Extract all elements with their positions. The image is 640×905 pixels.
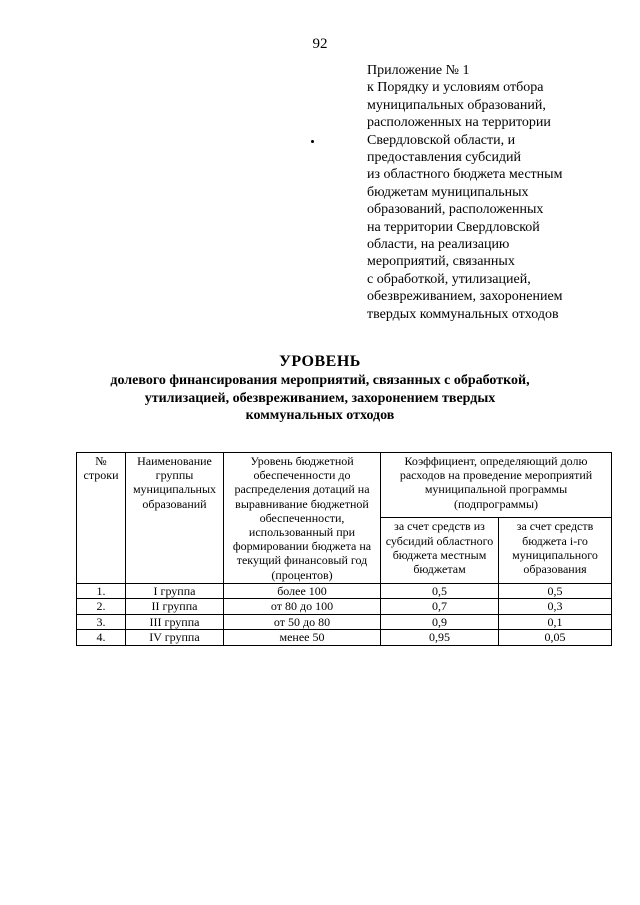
cell-municipal: 0,05 — [499, 630, 612, 646]
header-level: Уровень бюджетной обеспеченности до распределения дотаций на выравнивание бюджетной обеспеченности, использованный при формировании бюджета на текущий финансовый год (процентов) — [224, 453, 381, 584]
appendix-line: Приложение № 1 — [367, 63, 470, 78]
table-row — [77, 630, 612, 646]
cell-regional: 0,9 — [381, 614, 499, 630]
header-coef-regional: за счет средств из субсидий областного бюджета местным бюджетам — [381, 518, 499, 583]
title-main: УРОВЕНЬ — [279, 353, 361, 370]
cell-level: от 80 до 100 — [224, 599, 381, 615]
header-coef-municipal: за счет средств бюджета i-го муниципального образования — [499, 518, 612, 583]
appendix-line: бюджетам муниципальных — [367, 184, 529, 200]
appendix-line: Свердловской области, и — [367, 132, 516, 148]
table-header-row — [77, 453, 612, 518]
cell-number: 4. — [77, 630, 126, 646]
header-group: Наименование группы муниципальных образований — [126, 453, 224, 584]
cell-municipal: 0,5 — [499, 583, 612, 599]
table-row — [77, 614, 612, 630]
appendix-line: образований, расположенных — [367, 202, 544, 218]
table-row — [77, 599, 612, 615]
appendix-line: расположенных на территории — [367, 115, 551, 131]
cell-group: I группа — [126, 583, 224, 599]
appendix-line: мероприятий, связанных — [367, 254, 515, 270]
cell-level: от 50 до 80 — [224, 614, 381, 630]
subtitle-line: долевого финансирования мероприятий, связанных с обработкой, — [110, 373, 530, 388]
cell-group: III группа — [126, 614, 224, 630]
appendix-line: к Порядку и условиям отбора — [367, 80, 544, 96]
appendix-line: твердых коммунальных отходов — [367, 306, 559, 322]
title-subtitle — [60, 372, 580, 425]
cell-regional: 0,7 — [381, 599, 499, 615]
appendix-line: на территории Свердловской — [367, 219, 540, 235]
cell-municipal: 0,3 — [499, 599, 612, 615]
cell-number: 2. — [77, 599, 126, 615]
appendix-header — [367, 62, 629, 323]
header-number: № строки — [77, 453, 126, 584]
cell-number: 1. — [77, 583, 126, 599]
cell-group: II группа — [126, 599, 224, 615]
cell-regional: 0,5 — [381, 583, 499, 599]
appendix-line: предоставления субсидий — [367, 150, 522, 166]
table-row — [77, 583, 612, 599]
header-coefficient: Коэффициент, определяющий долю расходов на проведение мероприятий муниципальной программы (подпрограммы) — [381, 453, 612, 518]
cell-number: 3. — [77, 614, 126, 630]
cell-regional: 0,95 — [381, 630, 499, 646]
subtitle-line: утилизацией, обезвреживанием, захоронением твердых — [144, 390, 496, 406]
subtitle-line: коммунальных отходов — [245, 408, 395, 423]
cell-municipal: 0,1 — [499, 614, 612, 630]
cell-level: более 100 — [224, 583, 381, 599]
appendix-line: области, на реализацию — [367, 237, 510, 253]
appendix-line: муниципальных образований, — [367, 97, 546, 113]
appendix-line: обезвреживанием, захоронением — [367, 289, 563, 305]
cell-group: IV группа — [126, 630, 224, 646]
appendix-line: с обработкой, утилизацией, — [367, 271, 531, 287]
cell-level: менее 50 — [224, 630, 381, 646]
appendix-line: из областного бюджета местным — [367, 167, 563, 183]
document-title — [60, 352, 580, 425]
stray-dot-mark — [311, 140, 314, 143]
page-number: 92 — [312, 36, 328, 52]
financing-table — [76, 452, 612, 646]
